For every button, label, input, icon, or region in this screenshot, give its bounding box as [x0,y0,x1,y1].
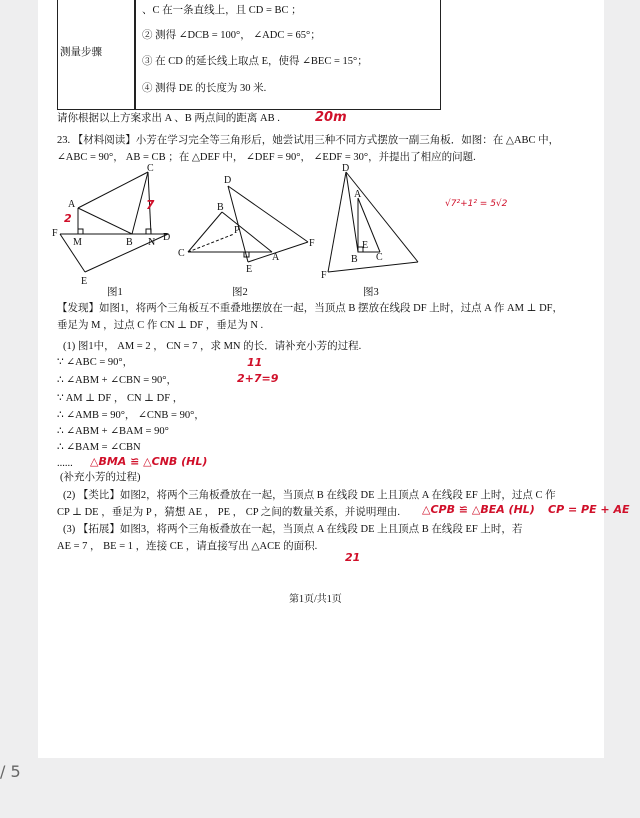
q3-line2: AE = 7 ， BE = 1 ，连接 CE ，请直接写出 △ACE 的面积. [57,541,318,552]
svg-text:D: D [224,175,232,186]
svg-text:F: F [321,270,327,281]
svg-text:E: E [246,264,253,275]
q1-question: (1) 图1中， AM = 2 ， CN = 7 ，求 MN 的长．请补充小芳的过程. [63,341,362,352]
congruence-2-handwritten: △CPB ≌ △BEA (HL) [422,503,535,516]
q23-intro-line2: ∠ABC = 90°， AB = CB ；在 △DEF 中， ∠DEF = 90°， ∠EDF = 30°，并提出了相应的问题. [57,152,476,163]
relation-handwritten: CP = PE + AE [548,503,630,516]
svg-text:A: A [272,252,280,263]
proof-line-6: ∴ ∠BAM = ∠CBN [57,442,141,453]
figures [50,162,450,302]
svg-text:M: M [73,237,82,248]
svg-text:P: P [234,225,240,236]
proof-line-1: ∵ ∠ABC = 90°， [57,357,134,368]
q23-intro-line1: 23. 【材料阅读】小芳在学习完全等三角形后，她尝试用三种不同方式摆放一副三角板．如图：在 △ABC 中， [57,135,560,146]
fig1-two-handwritten: 2 [64,212,72,225]
table-step-2: ② 测得 ∠DCB = 100°， ∠ADC = 65°； [142,30,321,41]
congruence-1-handwritten: △BMA ≌ △CNB (HL) [90,455,208,468]
svg-text:A: A [354,189,362,200]
figure-2-caption: 图2 [232,287,248,298]
proof-line-5: ∴ ∠ABM + ∠BAM = 90° [57,426,169,437]
svg-text:F: F [309,238,315,249]
table-step-4: ④ 测得 DE 的长度为 30 米. [142,83,267,94]
fig1-seven-handwritten: 7 [146,198,155,212]
discover-line2: 垂足为 M ，过点 C 作 CN ⊥ DF ，垂足为 N . [57,320,264,331]
svg-text:F: F [52,228,58,239]
svg-text:D: D [163,232,171,243]
svg-text:C: C [178,248,185,259]
table-step-1: 、C 在一条直线上，且 CD = BC ； [142,5,302,16]
svg-text:D: D [342,163,350,174]
proof-line-3: ∵ AM ⊥ DF ， CN ⊥ DF ， [57,393,184,404]
svg-text:C: C [147,163,154,174]
svg-text:N: N [148,237,156,248]
table-divider [134,0,136,109]
table-label: 测量步骤 [60,47,102,58]
table-step-3: ③ 在 CD 的延长线上取点 E，使得 ∠BEC = 15°； [142,56,368,67]
svg-text:A: A [68,199,76,210]
q2-line1: (2) 【类比】如图2，将两个三角板叠放在一起，当顶点 B 在线段 DE 上且顶点 A 在线段 EF 上时，过点 C 作 [63,490,556,501]
svg-text:E: E [81,276,88,287]
proof-line-4: ∴ ∠AMB = 90°， ∠CNB = 90°， [57,410,205,421]
proof-line-2: ∴ ∠ABM + ∠CBN = 90°， [57,375,177,386]
q3-line1: (3) 【拓展】如图3，将两个三角板叠放在一起，当顶点 A 在线段 DE 上且顶点 B 在线段 EF 上时，若 [63,524,523,535]
q22-answer-handwritten: 20m [315,110,347,125]
figure-3-caption: 图3 [363,287,379,298]
svg-text:E: E [362,240,369,251]
svg-text:C: C [376,252,383,263]
sqrt-note-handwritten: √7²+1² = 5√2 [445,199,508,209]
figure-1-caption: 图1 [107,287,123,298]
q22-question: 请你根据以上方案求出 A 、B 两点间的距离 AB . [57,113,280,124]
proof-line-7: ...... [57,458,73,469]
mn-sum-handwritten: 2+7=9 [237,372,279,385]
page-footer: 第1页/共1页 [289,594,342,605]
measurement-table [57,0,441,110]
page-indicator: / 5 [0,762,21,781]
mn-answer-handwritten: 11 [247,356,263,369]
discover-line1: 【发现】如图1，将两个三角板互不重叠地摆放在一起，当顶点 B 摆放在线段 DF 上时，过点 A 作 AM ⊥ DF， [57,303,564,314]
supplement-note: (补充小芳的过程) [60,472,141,483]
svg-text:B: B [217,202,224,213]
svg-text:B: B [126,237,133,248]
area-answer-handwritten: 21 [345,551,361,564]
svg-text:B: B [351,254,358,265]
q2-line2: CP ⊥ DE ，垂足为 P ，猜想 AE ， PE ， CP 之间的数量关系，并说明理由. [57,507,400,518]
